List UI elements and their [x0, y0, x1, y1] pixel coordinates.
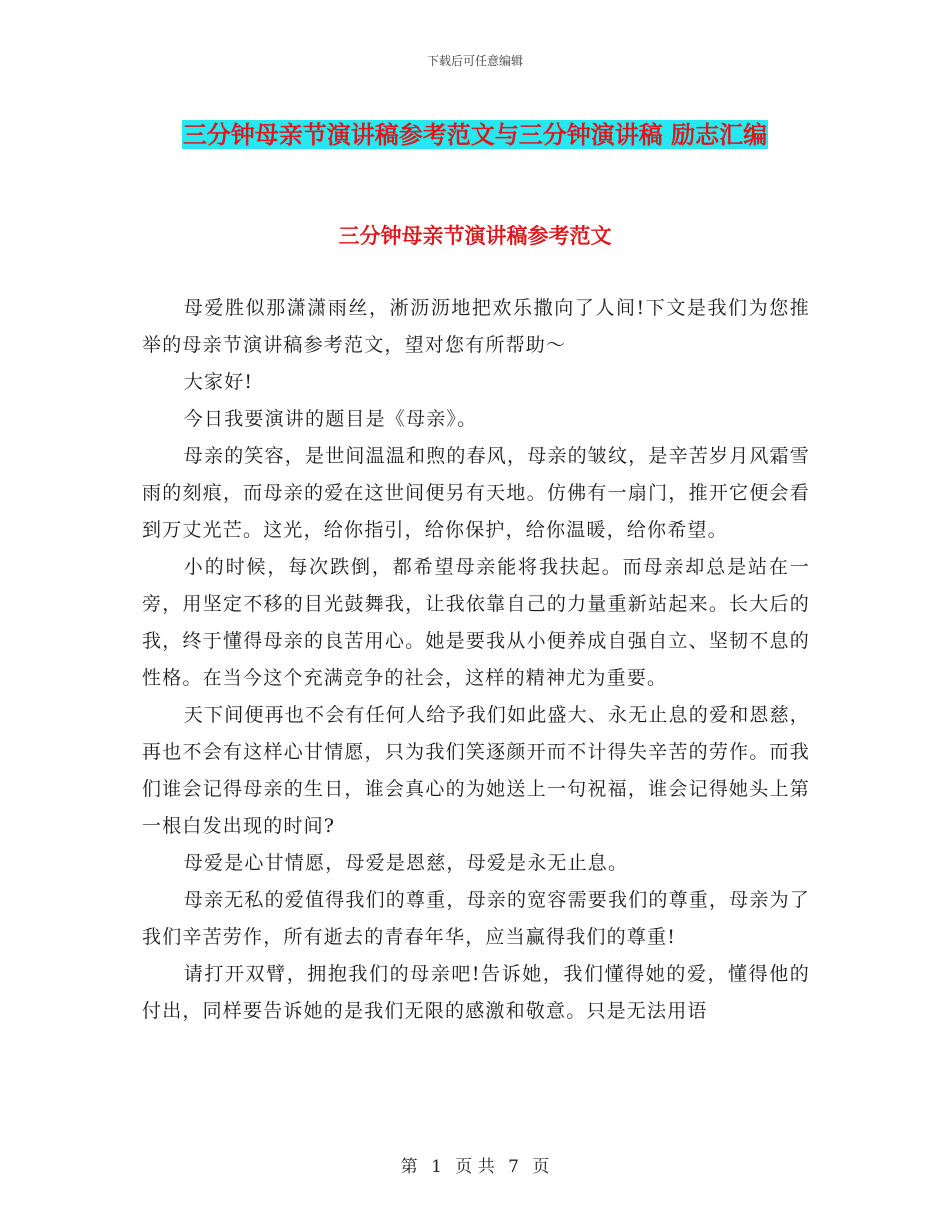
- document-title-text: 三分钟母亲节演讲稿参考范文与三分钟演讲稿 励志汇编: [182, 120, 768, 149]
- body-text: [142, 290, 810, 1030]
- footer-prefix: 第: [400, 1157, 418, 1177]
- paragraph: 母亲的笑容，是世间温温和煦的春风，母亲的皱纹，是辛苦岁月风霜雪雨的刻痕，而母亲的爱在这世间便另有天地。仿佛有一扇门，推开它便会看到万丈光芒。这光，给你指引，给你保护，给你温暖，给你希望。: [142, 445, 810, 541]
- section-title: 三分钟母亲节演讲稿参考范文: [338, 223, 612, 248]
- footer-total-pages: 7: [508, 1157, 519, 1177]
- paragraph: 小的时候，每次跌倒，都希望母亲能将我扶起。而母亲却总是站在一旁，用坚定不移的目光鼓舞我，让我依靠自己的力量重新站起来。长大后的我，终于懂得母亲的良苦用心。她是要我从小便养成自强自立、坚韧不息的性格。在当今这个充满竞争的社会，这样的精神尤为重要。: [142, 556, 810, 689]
- paragraph: 母爱是心甘情愿，母爱是恩慈，母爱是永无止息。: [183, 852, 629, 874]
- page-footer: [0, 1152, 950, 1177]
- paragraph: 大家好!: [183, 371, 254, 393]
- paragraph: 母爱胜似那潇潇雨丝，淅沥沥地把欢乐撒向了人间!下文是我们为您推举的母亲节演讲稿参考范文，望对您有所帮助～: [142, 297, 810, 356]
- header-note: 下载后可任意编辑: [426, 54, 523, 68]
- paragraph: 天下间便再也不会有任何人给予我们如此盛大、永无止息的爱和恩慈，再也不会有这样心甘情愿，只为我们笑逐颜开而不计得失辛苦的劳作。而我们谁会记得母亲的生日，谁会真心的为她送上一句祝福，谁会记得她头上第一根白发出现的时间?: [142, 704, 810, 837]
- footer-middle: 页 共: [455, 1157, 495, 1177]
- paragraph: 今日我要演讲的题目是《母亲》。: [183, 408, 478, 430]
- paragraph: 母亲无私的爱值得我们的尊重，母亲的宽容需要我们的尊重，母亲为了我们辛苦劳作，所有逝去的青春年华，应当赢得我们的尊重!: [142, 889, 810, 948]
- footer-suffix: 页: [532, 1157, 550, 1177]
- document-title: [140, 112, 810, 158]
- paragraph: 请打开双臂，拥抱我们的母亲吧!告诉她，我们懂得她的爱，懂得他的付出，同样要告诉她的是我们无限的感激和敬意。只是无法用语: [142, 963, 810, 1022]
- footer-page-number: 1: [431, 1157, 442, 1177]
